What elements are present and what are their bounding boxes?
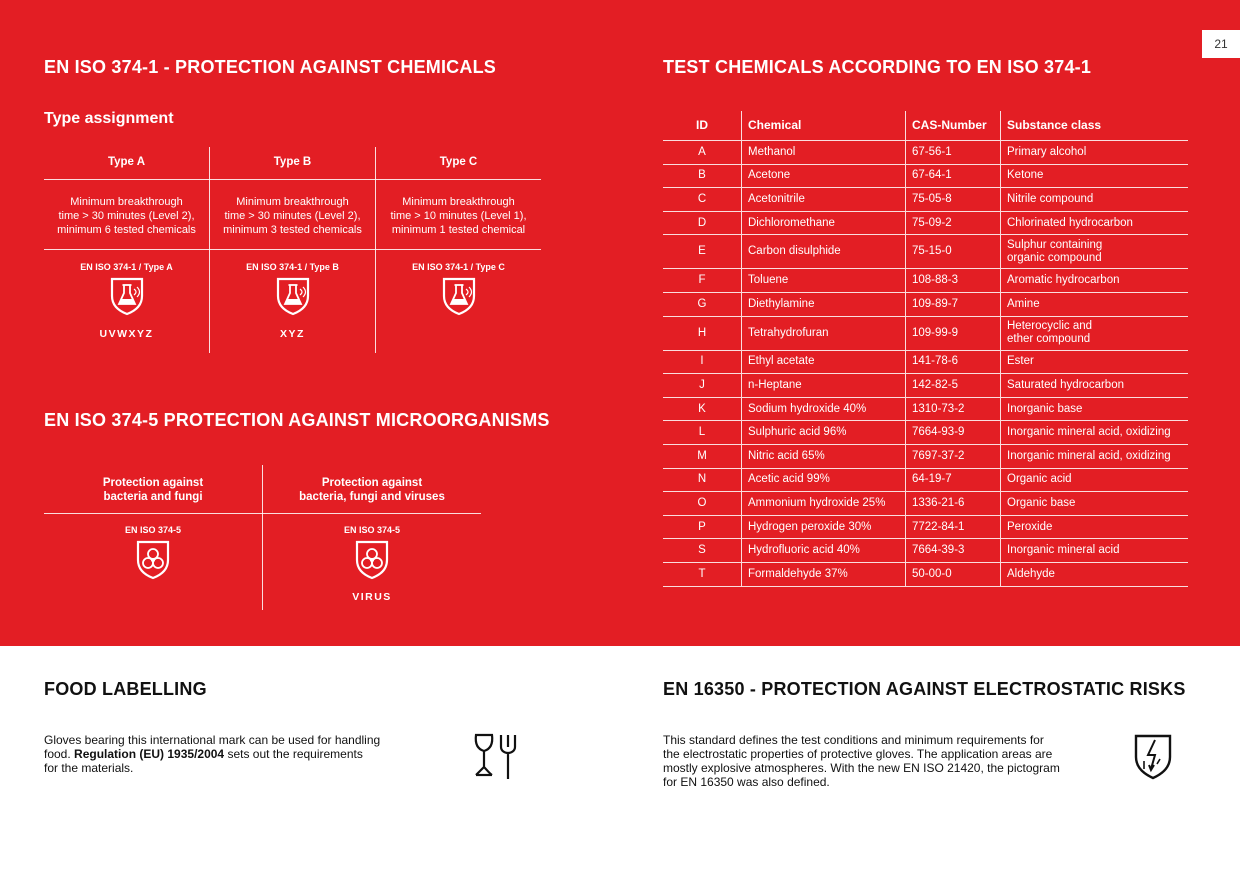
cell-id: C xyxy=(697,192,707,205)
cell-id: S xyxy=(698,544,706,557)
chemicals-title: EN ISO 374-1 - PROTECTION AGAINST CHEMICALS xyxy=(44,57,496,77)
cell-class: Inorganic mineral acid, oxidizing xyxy=(1000,421,1188,444)
type-column-b xyxy=(210,147,375,353)
cell-cas: 67-64-1 xyxy=(905,165,1000,188)
cell-id: P xyxy=(698,520,706,533)
cell-id: D xyxy=(697,216,707,229)
cell-class: Saturated hydrocarbon xyxy=(1000,374,1188,397)
header-chemical: Chemical xyxy=(741,111,905,140)
cell-id: N xyxy=(697,473,707,486)
micro-title: EN ISO 374-5 PROTECTION AGAINST MICROORGANISMS xyxy=(44,410,550,430)
cell-class: Ketone xyxy=(1000,165,1188,188)
cell-class: Primary alcohol xyxy=(1000,141,1188,164)
electrostatic-text: This standard defines the test conditions and minimum requirements for the electrostatic properties of protective gloves. The application areas are mostly explosive atmospheres. With the new EN ISO 21420, the pictogram for EN 16350 was also defined. xyxy=(663,733,1060,789)
cell-class: Amine xyxy=(1000,293,1188,316)
table-row xyxy=(663,165,1188,189)
micro-code: VIRUS xyxy=(352,591,392,603)
cell-class: Nitrile compound xyxy=(1000,188,1188,211)
cell-cas: 7664-93-9 xyxy=(905,421,1000,444)
cell-id: K xyxy=(698,402,706,415)
cell-chemical: Formaldehyde 37% xyxy=(741,563,905,586)
cell-cas: 7664-39-3 xyxy=(905,539,1000,562)
page-number: 21 xyxy=(1202,30,1240,58)
type-standard: EN ISO 374-1 / Type C xyxy=(412,262,505,272)
cell-cas: 109-99-9 xyxy=(905,317,1000,350)
cell-id: L xyxy=(698,426,706,439)
table-row xyxy=(663,374,1188,398)
cell-cas: 75-05-8 xyxy=(905,188,1000,211)
type-code: XYZ xyxy=(280,328,305,340)
biohazard-shield-icon xyxy=(135,539,171,581)
cell-chemical: Diethylamine xyxy=(741,293,905,316)
type-description: Minimum breakthrough time > 30 minutes (Level 2), minimum 6 tested chemicals xyxy=(57,196,196,236)
table-row xyxy=(663,539,1188,563)
cell-chemical: Acetic acid 99% xyxy=(741,469,905,492)
flask-shield-icon xyxy=(109,276,145,316)
food-text: Gloves bearing this international mark can be used for handling food. Regulation (EU) 1935/2004 sets out the requirements for the materials. xyxy=(44,733,381,775)
cell-cas: 1336-21-6 xyxy=(905,492,1000,515)
cell-id: I xyxy=(700,355,704,368)
cell-class: Inorganic base xyxy=(1000,398,1188,421)
cell-class: Chlorinated hydrocarbon xyxy=(1000,212,1188,235)
type-assignment-subtitle: Type assignment xyxy=(44,110,174,127)
test-chemicals-title: TEST CHEMICALS ACCORDING TO EN ISO 374-1 xyxy=(663,57,1092,77)
cell-cas: 109-89-7 xyxy=(905,293,1000,316)
micro-header: Protection against bacteria and fungi xyxy=(102,477,204,503)
cell-class: Peroxide xyxy=(1000,516,1188,539)
test-chemicals-table xyxy=(663,111,1188,587)
cell-cas: 142-82-5 xyxy=(905,374,1000,397)
table-row xyxy=(663,516,1188,540)
cell-cas: 75-09-2 xyxy=(905,212,1000,235)
type-assignment-table xyxy=(44,147,541,353)
type-header: Type C xyxy=(439,156,478,168)
table-row xyxy=(663,235,1188,269)
table-row xyxy=(663,269,1188,293)
flask-shield-icon xyxy=(441,276,477,316)
cell-chemical: Hydrogen peroxide 30% xyxy=(741,516,905,539)
cell-chemical: Acetone xyxy=(741,165,905,188)
type-column-a xyxy=(44,147,209,353)
cell-class: Organic base xyxy=(1000,492,1188,515)
lightning-shield-icon xyxy=(1133,733,1173,781)
cell-chemical: Dichloromethane xyxy=(741,212,905,235)
type-header: Type B xyxy=(273,156,312,168)
table-row xyxy=(663,293,1188,317)
electrostatic-title: EN 16350 - PROTECTION AGAINST ELECTROSTATIC RISKS xyxy=(663,679,1186,699)
table-row xyxy=(663,317,1188,351)
cell-class: Heterocyclic and ether compound xyxy=(1000,317,1188,350)
cell-id: G xyxy=(697,297,707,310)
micro-standard: EN ISO 374-5 xyxy=(343,525,401,535)
micro-column-bacteria-fungi-viruses xyxy=(263,465,481,610)
table-row xyxy=(663,188,1188,212)
cell-cas: 50-00-0 xyxy=(905,563,1000,586)
type-column-c xyxy=(376,147,541,353)
cell-chemical: n-Heptane xyxy=(741,374,905,397)
cell-id: M xyxy=(697,449,707,462)
cell-class: Inorganic mineral acid xyxy=(1000,539,1188,562)
biohazard-shield-icon xyxy=(354,539,390,581)
cell-chemical: Ethyl acetate xyxy=(741,351,905,374)
type-code: UVWXYZ xyxy=(99,328,154,340)
cell-chemical: Tetrahydrofuran xyxy=(741,317,905,350)
type-standard: EN ISO 374-1 / Type A xyxy=(80,262,173,272)
micro-header: Protection against bacteria, fungi and viruses xyxy=(299,477,445,503)
food-title: FOOD LABELLING xyxy=(44,679,207,699)
flask-shield-icon xyxy=(275,276,311,316)
table-row xyxy=(663,469,1188,493)
cell-cas: 141-78-6 xyxy=(905,351,1000,374)
cell-chemical: Sulphuric acid 96% xyxy=(741,421,905,444)
cell-id: O xyxy=(697,496,707,509)
cell-cas: 64-19-7 xyxy=(905,469,1000,492)
table-header-row xyxy=(663,111,1188,141)
cell-id: T xyxy=(698,567,706,580)
cell-class: Sulphur containing organic compound xyxy=(1000,235,1188,268)
table-row xyxy=(663,351,1188,375)
header-cas: CAS-Number xyxy=(905,111,1000,140)
cell-chemical: Hydrofluoric acid 40% xyxy=(741,539,905,562)
table-row xyxy=(663,421,1188,445)
table-row xyxy=(663,492,1188,516)
cell-chemical: Ammonium hydroxide 25% xyxy=(741,492,905,515)
cell-chemical: Sodium hydroxide 40% xyxy=(741,398,905,421)
cell-class: Organic acid xyxy=(1000,469,1188,492)
cell-id: F xyxy=(698,274,706,287)
cell-chemical: Acetonitrile xyxy=(741,188,905,211)
cell-id: E xyxy=(698,245,706,258)
header-class: Substance class xyxy=(1000,111,1188,140)
table-row xyxy=(663,445,1188,469)
cell-cas: 75-15-0 xyxy=(905,235,1000,268)
cell-cas: 67-56-1 xyxy=(905,141,1000,164)
cell-id: H xyxy=(697,326,707,339)
cell-class: Aldehyde xyxy=(1000,563,1188,586)
cell-class: Inorganic mineral acid, oxidizing xyxy=(1000,445,1188,468)
cell-chemical: Methanol xyxy=(741,141,905,164)
micro-column-bacteria-fungi xyxy=(44,465,262,610)
cell-id: J xyxy=(699,378,705,391)
type-description: Minimum breakthrough time > 30 minutes (Level 2), minimum 3 tested chemicals xyxy=(223,196,362,236)
cell-id: B xyxy=(698,169,706,182)
type-standard: EN ISO 374-1 / Type B xyxy=(246,262,339,272)
cell-chemical: Carbon disulphide xyxy=(741,235,905,268)
cell-chemical: Nitric acid 65% xyxy=(741,445,905,468)
type-header: Type A xyxy=(107,156,146,168)
cell-cas: 108-88-3 xyxy=(905,269,1000,292)
cell-cas: 7697-37-2 xyxy=(905,445,1000,468)
cell-cas: 1310-73-2 xyxy=(905,398,1000,421)
cell-id: A xyxy=(698,145,706,158)
table-row xyxy=(663,212,1188,236)
cell-chemical: Toluene xyxy=(741,269,905,292)
micro-standard: EN ISO 374-5 xyxy=(124,525,182,535)
cell-class: Ester xyxy=(1000,351,1188,374)
table-row xyxy=(663,398,1188,422)
cell-class: Aromatic hydrocarbon xyxy=(1000,269,1188,292)
header-id: ID xyxy=(696,118,708,132)
cell-cas: 7722-84-1 xyxy=(905,516,1000,539)
glass-fork-icon xyxy=(473,733,521,781)
table-row xyxy=(663,563,1188,587)
type-description: Minimum breakthrough time > 10 minutes (Level 1), minimum 1 tested chemical xyxy=(390,196,527,236)
table-row xyxy=(663,141,1188,165)
microorganisms-table xyxy=(44,465,481,610)
